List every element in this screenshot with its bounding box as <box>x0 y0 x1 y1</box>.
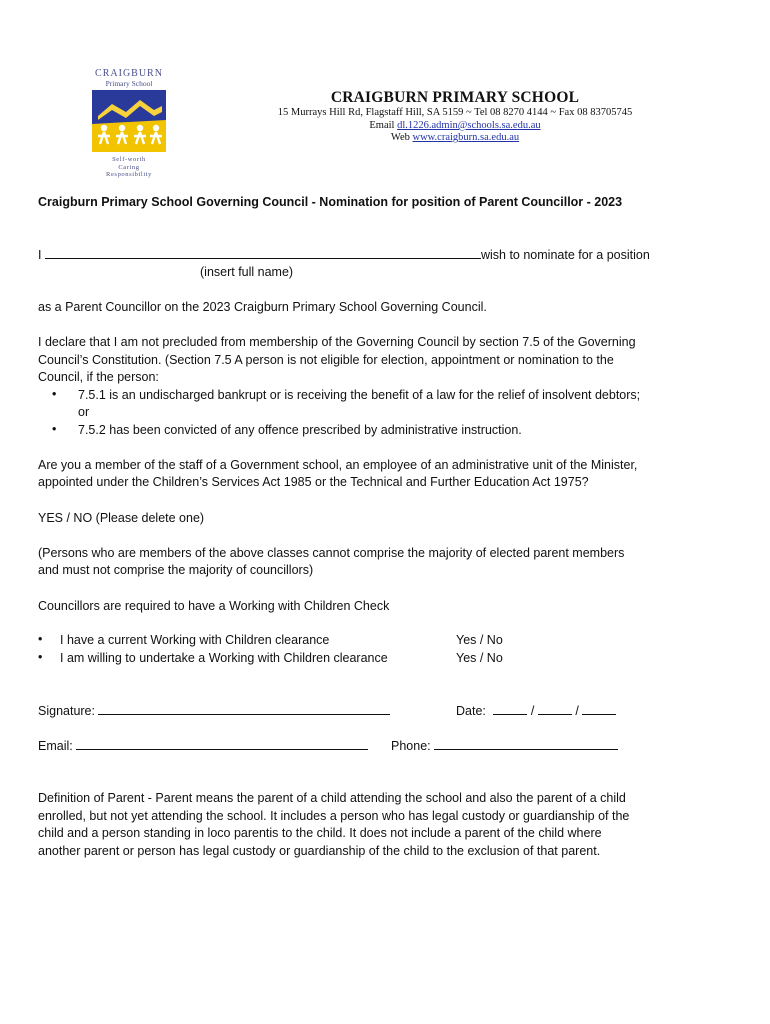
definition-line: child and a person standing in loco parentis to the child. It does not include a parent of the child where <box>38 826 602 840</box>
school-web-link[interactable]: www.craigburn.sa.edu.au <box>412 132 520 143</box>
bullet-icon: • <box>52 387 57 401</box>
wwcc-item: I am willing to undertake a Working with Children clearance <box>60 651 388 665</box>
date-row <box>456 703 616 721</box>
logo-motto-line: Responsibility <box>106 171 152 178</box>
council-line: as a Parent Councillor on the 2023 Craigburn Primary School Governing Council. <box>38 300 487 314</box>
persons-note-line: and must not comprise the majority of councillors) <box>38 563 314 577</box>
school-web-line <box>200 132 710 143</box>
date-separator: / <box>530 704 535 718</box>
definition-line: enrolled, but not yet attending the school. It includes a person who has legal custody or guardianship of the <box>38 809 630 823</box>
wwcc-intro: Councillors are required to have a Working with Children Check <box>38 599 390 613</box>
logo-motto-line: Self-worth <box>112 156 146 163</box>
full-name-hint: (insert full name) <box>200 265 294 279</box>
web-label: Web <box>390 132 410 143</box>
school-logo <box>88 68 170 178</box>
logo-motto-line: Caring <box>118 163 140 171</box>
condition-item: 7.5.2 has been convicted of any offence prescribed by administrative instruction. <box>78 423 522 437</box>
bullet-icon: • <box>38 650 43 664</box>
school-email-line <box>200 120 710 131</box>
nomination-prefix: I <box>38 248 42 262</box>
wwcc-answer[interactable]: Yes / No <box>456 651 503 665</box>
email-field[interactable] <box>76 738 368 750</box>
logo-name: CRAIGBURN <box>95 68 163 79</box>
date-day-field[interactable] <box>493 703 527 715</box>
signature-label: Signature: <box>38 704 95 718</box>
email-field-label: Email: <box>38 739 73 753</box>
date-separator: / <box>575 704 579 718</box>
logo-motto <box>88 156 170 179</box>
phone-field[interactable] <box>434 738 618 750</box>
school-name: CRAIGBURN PRIMARY SCHOOL <box>330 89 580 106</box>
staff-question-line: appointed under the Children’s Services Act 1985 or the Technical and Further Education Act 1975? <box>38 475 589 489</box>
wwcc-item: I have a current Working with Children clearance <box>60 633 330 647</box>
form-title: Craigburn Primary School Governing Council - Nomination for position of Parent Councillor - 2023 <box>38 195 623 209</box>
definition-line: another parent or person has legal custody or guardianship of the child to the exclusion of that parent. <box>38 844 601 858</box>
nomination-line <box>38 247 650 265</box>
email-row <box>38 738 368 756</box>
logo-emblem-icon <box>92 90 166 152</box>
school-address: 15 Murrays Hill Rd, Flagstaff Hill, SA 5159 ~ Tel 08 8270 4144 ~ Fax 08 83705745 <box>277 107 633 118</box>
date-label: Date: <box>456 704 486 718</box>
bullet-icon: • <box>52 422 57 436</box>
yes-no-choice[interactable]: YES / NO (Please delete one) <box>38 511 205 525</box>
signature-row <box>38 703 390 721</box>
date-year-field[interactable] <box>582 703 616 715</box>
bullet-icon: • <box>38 632 43 646</box>
full-name-field[interactable] <box>45 247 481 259</box>
school-email-link[interactable]: dl.1226.admin@schools.sa.edu.au <box>397 120 541 131</box>
email-label: Email <box>369 120 395 131</box>
logo-subname: Primary School <box>105 79 153 88</box>
declaration-line: Council, if the person: <box>38 370 159 384</box>
signature-field[interactable] <box>98 703 390 715</box>
condition-continuation: or <box>78 405 90 419</box>
persons-note-line: (Persons who are members of the above classes cannot comprise the majority of elected parent members <box>38 546 625 560</box>
wwcc-answer[interactable]: Yes / No <box>456 633 503 647</box>
staff-question-line: Are you a member of the staff of a Government school, an employee of an administrative unit of the Minister, <box>38 458 638 472</box>
nomination-suffix: wish to nominate for a position <box>480 248 650 262</box>
declaration-line: Council’s Constitution. (Section 7.5 A person is not eligible for election, appointment or nomination to the <box>38 353 614 367</box>
definition-line: Definition of Parent - Parent means the parent of a child attending the school and also the parent of a child <box>38 791 626 805</box>
phone-label: Phone: <box>391 739 431 753</box>
condition-item: 7.5.1 is an undischarged bankrupt or is receiving the benefit of a law for the relief of insolvent debtors; <box>78 388 641 402</box>
date-month-field[interactable] <box>538 703 572 715</box>
phone-row <box>391 738 618 756</box>
declaration-line: I declare that I am not precluded from membership of the Governing Council by section 7.5 of the Governing <box>38 335 636 349</box>
